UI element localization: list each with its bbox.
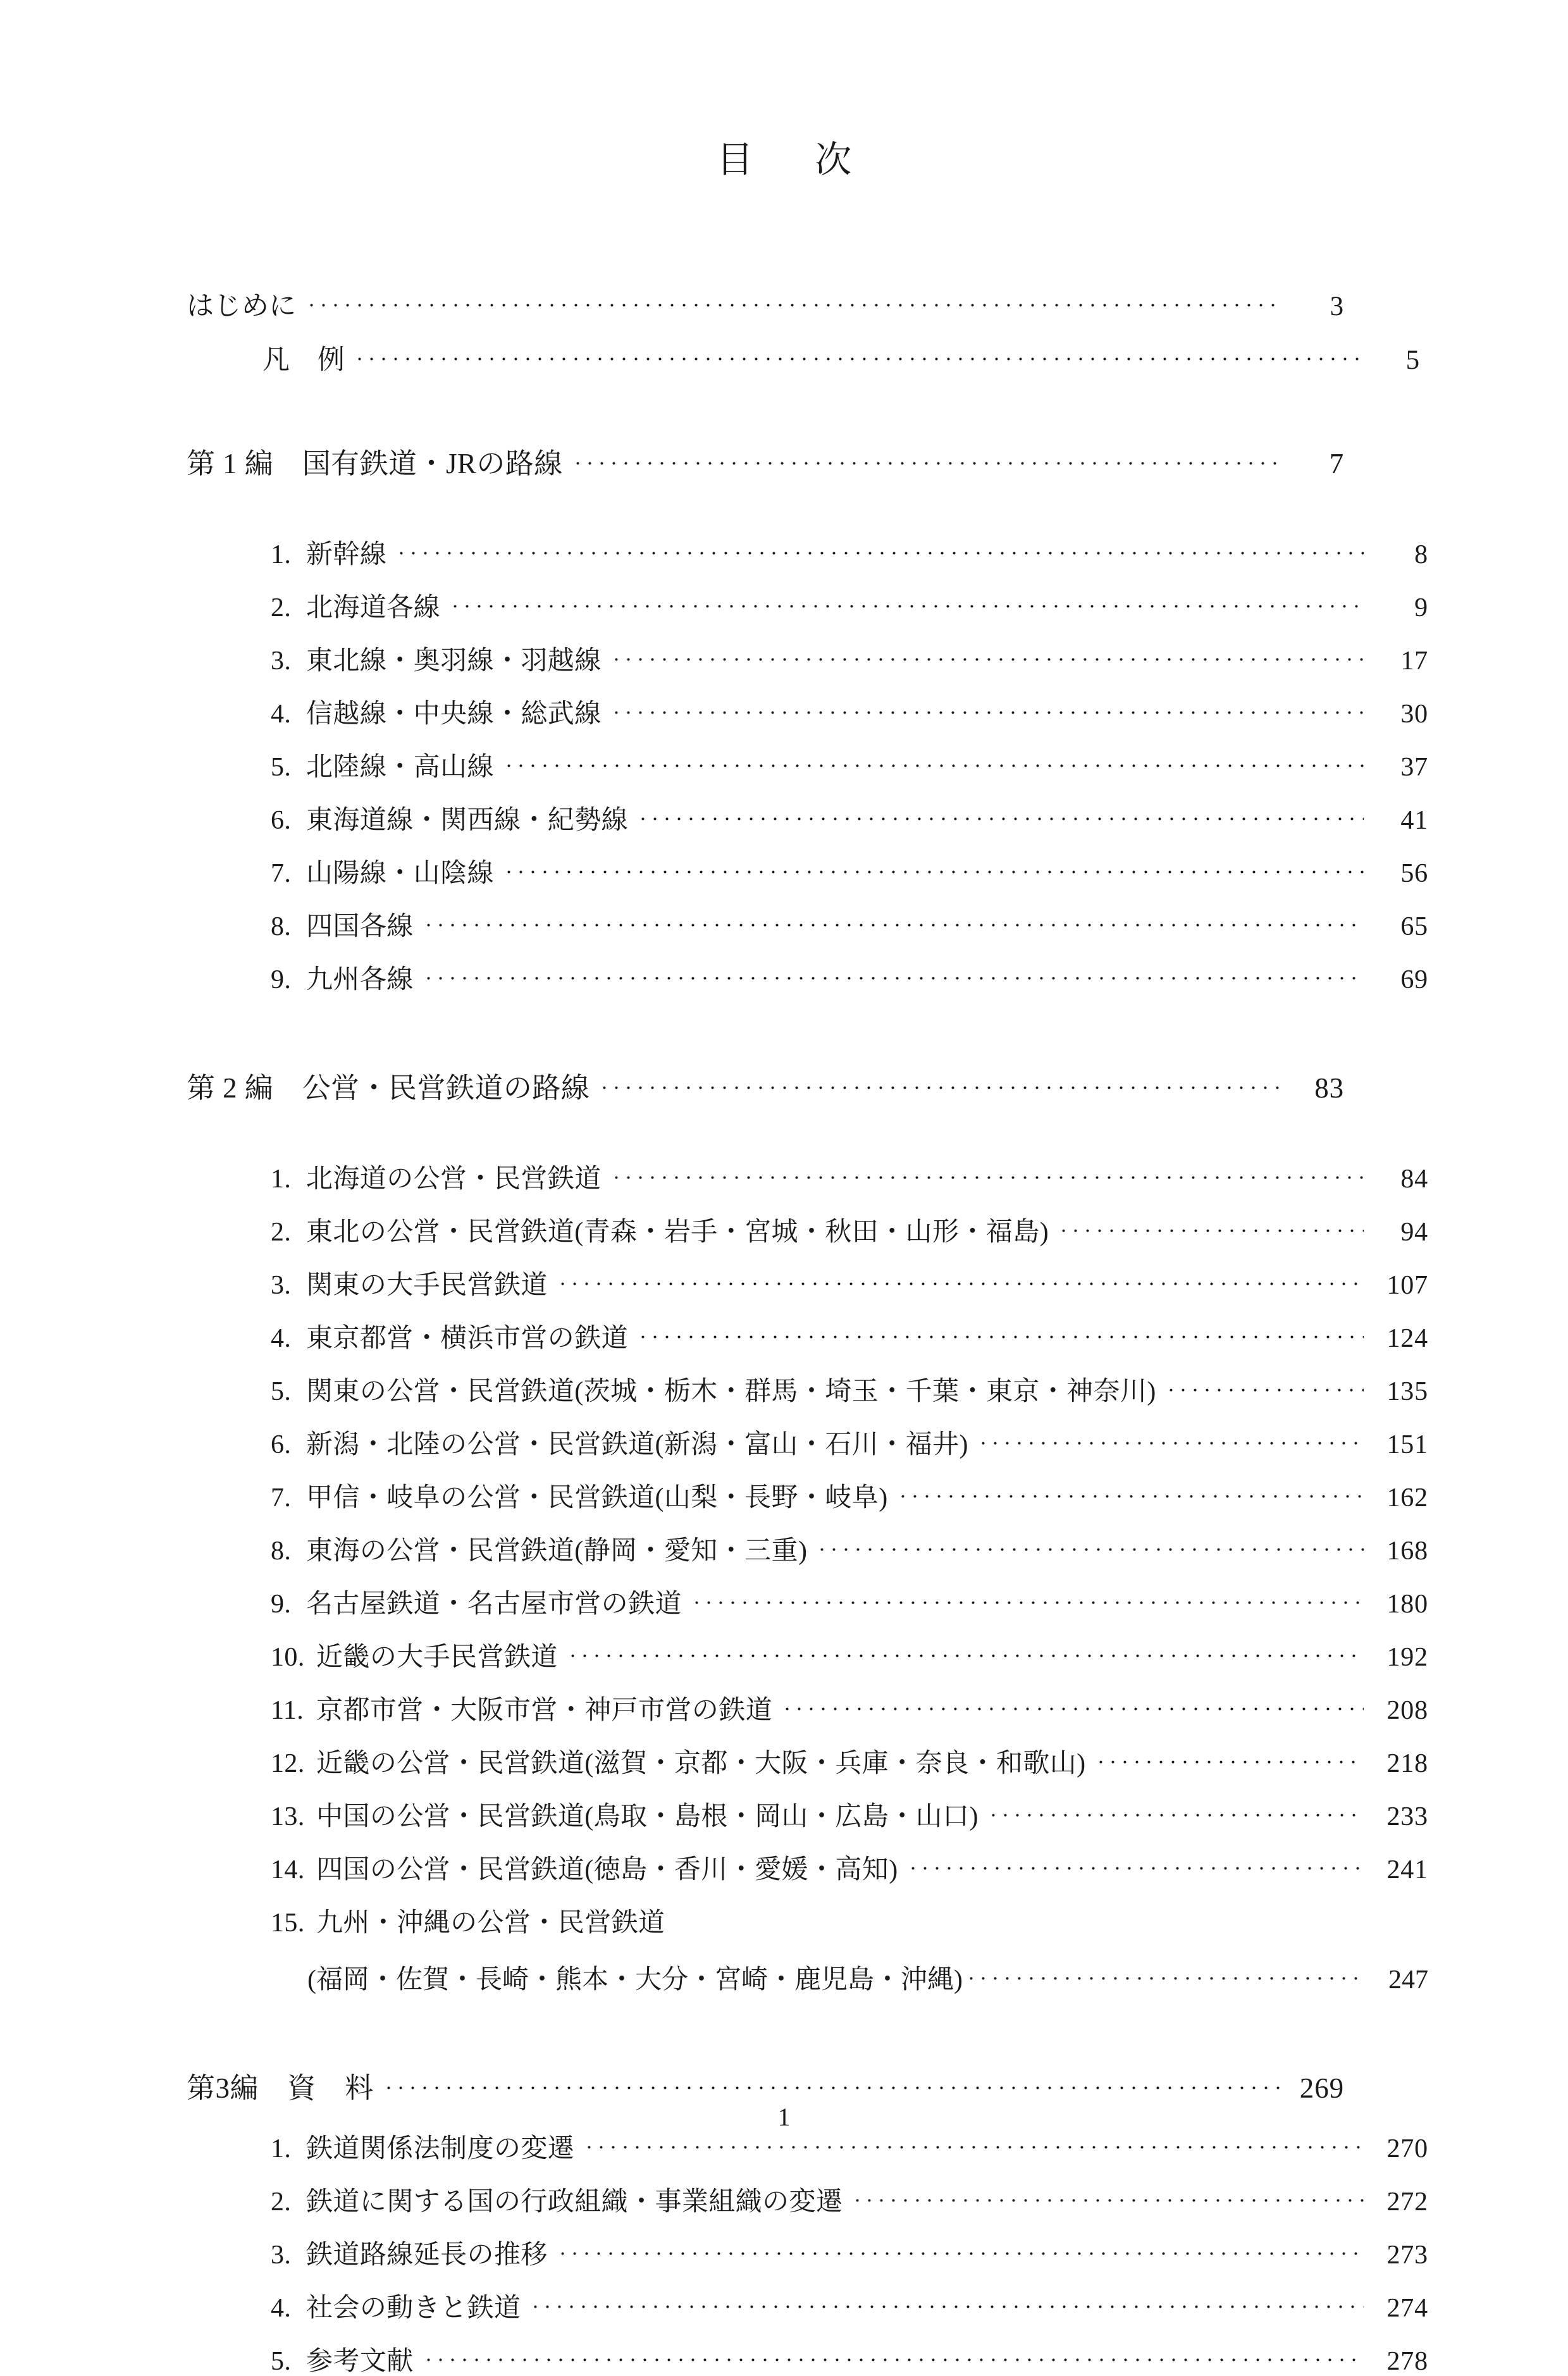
toc-item-text: 北海道の公営・民営鉄道 — [306, 1165, 602, 1194]
toc-item-1-8[interactable] — [271, 908, 1428, 940]
dot-leader-icon — [907, 1852, 1364, 1878]
dot-leader-spacer — [674, 1905, 1364, 1931]
toc-item-text: 東海の公営・民営鉄道(静岡・愛知・三重) — [306, 1537, 808, 1566]
folio-page-number: 1 — [777, 2103, 791, 2131]
dot-leader-icon — [781, 1692, 1364, 1719]
toc-item-page: 41 — [1400, 806, 1428, 835]
toc-item-text: 四国各線 — [306, 912, 414, 941]
toc-item-page: 37 — [1400, 753, 1428, 782]
toc-item-label — [271, 1644, 558, 1671]
toc-item-label — [271, 1325, 628, 1352]
toc-item-label — [271, 913, 414, 940]
toc-item-label — [271, 2295, 521, 2322]
toc-item-text: 四国の公営・民営鉄道(徳島・香川・愛媛・高知) — [316, 1855, 898, 1884]
toc-item-page: 94 — [1400, 1218, 1428, 1247]
toc-item-page: 233 — [1386, 1802, 1428, 1831]
dot-leader-icon — [691, 1586, 1364, 1612]
page-title: 目 次 — [716, 139, 864, 180]
toc-item-number: 6. — [271, 806, 292, 835]
toc-part-page: 83 — [1314, 1072, 1344, 1104]
toc-item-2-13[interactable] — [271, 1798, 1428, 1830]
toc-item-number: 1. — [271, 2134, 292, 2163]
toc-part-page: 269 — [1299, 2072, 1344, 2104]
toc-item-1-3[interactable] — [271, 643, 1428, 674]
toc-item-number: 2. — [271, 2187, 292, 2217]
toc-item-label — [271, 807, 628, 834]
toc-part-page: 7 — [1329, 448, 1344, 480]
dot-leader-icon — [306, 288, 1283, 315]
toc-part-label: 第3編 資 料 — [187, 2072, 374, 2104]
toc-item-text: 関東の公営・民営鉄道(茨城・栃木・群馬・埼玉・千葉・東京・神奈川) — [306, 1377, 1156, 1406]
dot-leader-icon — [557, 2237, 1364, 2263]
toc-item-page: 135 — [1386, 1377, 1428, 1406]
dot-leader-icon — [598, 1069, 1280, 1098]
toc-item-2-6[interactable] — [271, 1426, 1428, 1458]
toc-part-heading-2[interactable] — [187, 1069, 1344, 1103]
dot-leader-icon — [503, 855, 1364, 882]
toc-item-number: 2. — [271, 593, 292, 622]
toc-item-number: 10. — [271, 1643, 305, 1672]
toc-item-2-12[interactable] — [271, 1745, 1428, 1777]
toc-item-text: 北陸線・高山線 — [306, 753, 494, 782]
dot-leader-icon — [987, 1798, 1364, 1825]
toc-item-label — [271, 1272, 548, 1299]
toc-item-number: 3. — [271, 1271, 292, 1300]
toc-item-3-4[interactable] — [271, 2290, 1428, 2322]
toc-item-1-6[interactable] — [271, 802, 1428, 834]
toc-item-label — [271, 1219, 1049, 1246]
dot-leader-icon — [637, 1320, 1364, 1347]
toc-item-label — [271, 1804, 978, 1830]
toc-item-number: 1. — [271, 1165, 292, 1194]
dot-leader-icon — [851, 2184, 1364, 2210]
toc-item-page: 241 — [1386, 1855, 1428, 1884]
toc-item-label — [271, 541, 386, 568]
toc-item-page: 168 — [1386, 1537, 1428, 1566]
toc-item-label — [271, 860, 494, 887]
toc-entry-label: 凡 例 — [262, 345, 345, 375]
toc-item-label — [271, 1857, 898, 1883]
toc-item-number: 6. — [271, 1430, 292, 1459]
toc-item-page: 273 — [1386, 2241, 1428, 2270]
toc-item-number: 4. — [271, 2294, 292, 2323]
toc-item-2-9[interactable] — [271, 1586, 1428, 1618]
dot-leader-icon — [572, 445, 1280, 473]
dot-leader-icon — [423, 2343, 1364, 2370]
toc-item-3-3[interactable] — [271, 2237, 1428, 2268]
toc-item-label — [271, 1378, 1156, 1405]
toc-item-page: 69 — [1400, 965, 1428, 994]
toc-item-2-14[interactable] — [271, 1852, 1428, 1883]
toc-item-text: 鉄道路線延長の推移 — [306, 2241, 548, 2270]
toc-item-page: 30 — [1400, 700, 1428, 729]
toc-item-text: 東海道線・関西線・紀勢線 — [306, 806, 629, 835]
toc-item-number: 5. — [271, 1377, 292, 1406]
toc-item-page: 270 — [1386, 2134, 1428, 2163]
dot-leader-icon — [977, 1426, 1364, 1453]
toc-item-number: 3. — [271, 647, 292, 676]
toc-item-label — [271, 2242, 548, 2268]
toc-item-label — [271, 1485, 888, 1511]
toc-part-heading-3[interactable] — [187, 2069, 1344, 2103]
dot-leader-icon — [423, 908, 1364, 935]
toc-part-label: 第 1 編 国有鉄道・JRの路線 — [187, 448, 563, 480]
toc-item-page: 65 — [1400, 912, 1428, 941]
dot-leader-icon — [449, 590, 1364, 616]
dot-leader-icon — [423, 962, 1364, 988]
toc-item-label — [271, 701, 602, 727]
toc-item-text: 近畿の公営・民営鉄道(滋賀・京都・大阪・兵庫・奈良・和歌山) — [316, 1749, 1086, 1778]
toc-item-number: 8. — [271, 912, 292, 941]
toc-item-text: 参考文献 — [306, 2347, 414, 2376]
toc-item-page: 8 — [1414, 540, 1428, 569]
toc-item-page: 124 — [1386, 1324, 1428, 1353]
toc-item-page: 192 — [1386, 1643, 1428, 1672]
dot-leader-icon — [383, 2069, 1280, 2098]
toc-item-text: 東北線・奥羽線・羽越線 — [306, 647, 602, 676]
toc-item-text: 東京都営・横浜市営の鉄道 — [306, 1324, 629, 1353]
dot-leader-icon — [529, 2290, 1364, 2317]
toc-entry-hanrei[interactable] — [262, 342, 1420, 374]
toc-item-number: 4. — [271, 1324, 292, 1353]
dot-leader-icon — [557, 1267, 1364, 1294]
toc-item-text: 鉄道に関する国の行政組織・事業組織の変遷 — [306, 2187, 843, 2217]
toc-item-text: 新潟・北陸の公営・民営鉄道(新潟・富山・石川・福井) — [306, 1430, 968, 1459]
toc-item-text: 鉄道関係法制度の変遷 — [306, 2134, 575, 2163]
toc-item-number: 1. — [271, 540, 292, 569]
toc-item-1-1[interactable] — [271, 536, 1428, 568]
toc-item-label — [271, 1538, 807, 1564]
toc-item-text: 甲信・岐阜の公営・民営鉄道(山梨・長野・岐阜) — [306, 1483, 888, 1513]
toc-item-page: 218 — [1386, 1749, 1428, 1778]
toc-item-label — [271, 595, 440, 621]
dot-leader-icon — [610, 696, 1364, 722]
toc-item-number: 15. — [271, 1909, 305, 1938]
toc-entry-hajimeni[interactable] — [187, 288, 1344, 320]
toc-item-text: 名古屋鉄道・名古屋市営の鉄道 — [306, 1590, 682, 1619]
toc-item-text: 東北の公営・民営鉄道(青森・岩手・宮城・秋田・山形・福島) — [306, 1218, 1049, 1247]
toc-item-2-10[interactable] — [271, 1639, 1428, 1671]
toc-item-text: 新幹線 — [306, 540, 387, 569]
toc-item-2-15-continuation[interactable] — [271, 1962, 1428, 1993]
toc-item-3-1[interactable] — [271, 2131, 1428, 2162]
toc-item-1-2[interactable] — [271, 590, 1428, 621]
dot-leader-icon — [583, 2131, 1364, 2157]
toc-item-page: 151 — [1386, 1430, 1428, 1459]
toc-item-number: 4. — [271, 700, 292, 729]
toc-item-label — [271, 1166, 602, 1192]
toc-item-3-5[interactable] — [271, 2343, 1428, 2375]
toc-item-text: 九州各線 — [306, 965, 414, 994]
toc-item-label — [271, 2348, 414, 2375]
toc-item-page: 208 — [1386, 1696, 1428, 1725]
toc-item-1-5[interactable] — [271, 749, 1428, 781]
toc-item-page: 17 — [1400, 647, 1428, 676]
toc-entry-page: 5 — [1405, 345, 1420, 375]
toc-item-page: 180 — [1386, 1590, 1428, 1619]
toc-item-text: 中国の公営・民営鉄道(鳥取・島根・岡山・広島・山口) — [316, 1802, 978, 1831]
toc-item-number: 13. — [271, 1802, 305, 1831]
toc-item-number: 9. — [271, 1590, 292, 1619]
toc-item-label — [271, 1750, 1086, 1777]
toc-item-label — [271, 2189, 843, 2215]
dot-leader-icon — [567, 1639, 1364, 1666]
toc-part-label: 第 2 編 公営・民営鉄道の路線 — [187, 1072, 590, 1104]
toc-item-text: 北海道各線 — [306, 593, 441, 622]
toc-item-text: 山陽線・山陰線 — [306, 859, 494, 888]
toc-item-page: 278 — [1386, 2347, 1428, 2376]
toc-item-number: 11. — [271, 1696, 304, 1725]
dot-leader-icon — [1165, 1373, 1364, 1400]
toc-item-page: 9 — [1414, 593, 1428, 622]
dot-leader-icon — [610, 1161, 1364, 1187]
toc-item-1-7[interactable] — [271, 855, 1428, 887]
toc-item-text: 社会の動きと鉄道 — [306, 2294, 521, 2323]
dot-leader-icon — [1058, 1214, 1364, 1241]
toc-item-text: 信越線・中央線・総武線 — [306, 700, 602, 729]
toc-item-page: 162 — [1386, 1483, 1428, 1513]
toc-item-label — [271, 967, 414, 993]
toc-item-continuation-text: (福岡・佐賀・長崎・熊本・大分・宮崎・鹿児島・沖縄) — [307, 1965, 963, 1995]
dot-leader-icon — [1095, 1745, 1364, 1772]
toc-item-page: 272 — [1386, 2187, 1428, 2217]
toc-item-text: 近畿の大手民営鉄道 — [316, 1643, 558, 1672]
dot-leader-icon — [965, 1962, 1364, 1988]
toc-entry-page: 3 — [1330, 292, 1344, 321]
dot-leader-icon — [897, 1480, 1364, 1506]
toc-item-2-4[interactable] — [271, 1320, 1428, 1352]
toc-item-label — [271, 648, 602, 674]
toc-item-2-11[interactable] — [271, 1692, 1428, 1724]
toc-item-page: 247 — [1388, 1965, 1428, 1995]
dot-leader-icon — [395, 536, 1364, 563]
toc-item-text: 京都市営・大阪市営・神戸市営の鉄道 — [316, 1696, 773, 1725]
toc-item-number: 8. — [271, 1537, 292, 1566]
dot-leader-icon — [816, 1533, 1364, 1559]
dot-leader-icon — [610, 643, 1364, 669]
toc-item-label — [271, 754, 494, 781]
toc-item-text: 関東の大手民営鉄道 — [306, 1271, 548, 1300]
toc-item-number: 7. — [271, 859, 292, 888]
toc-item-label — [271, 1591, 682, 1618]
toc-item-2-5[interactable] — [271, 1373, 1428, 1405]
toc-item-label — [271, 1697, 772, 1724]
toc-item-text: 九州・沖縄の公営・民営鉄道 — [316, 1909, 665, 1938]
toc-item-number: 5. — [271, 753, 292, 782]
toc-item-2-15[interactable] — [271, 1905, 1428, 1936]
dot-leader-icon — [354, 342, 1359, 369]
toc-item-number: 2. — [271, 1218, 292, 1247]
toc-entry-list — [187, 288, 1428, 2376]
toc-item-number: 3. — [271, 2241, 292, 2270]
toc-item-number: 9. — [271, 965, 292, 994]
toc-item-number: 7. — [271, 1483, 292, 1513]
dot-leader-icon — [637, 802, 1364, 829]
toc-item-2-8[interactable] — [271, 1533, 1428, 1564]
toc-item-number: 12. — [271, 1749, 305, 1778]
toc-item-1-9[interactable] — [271, 962, 1428, 993]
toc-item-page: 274 — [1386, 2294, 1428, 2323]
toc-entry-label: はじめに — [187, 292, 297, 321]
toc-item-3-2[interactable] — [271, 2184, 1428, 2215]
toc-item-label — [271, 2136, 574, 2162]
toc-item-label — [271, 1432, 968, 1458]
toc-item-number: 5. — [271, 2347, 292, 2376]
toc-item-2-1[interactable] — [271, 1161, 1428, 1192]
toc-item-label — [271, 1910, 665, 1936]
toc-part-heading-1[interactable] — [187, 445, 1344, 478]
dot-leader-icon — [503, 749, 1364, 776]
toc-item-2-2[interactable] — [271, 1214, 1428, 1246]
toc-item-number: 14. — [271, 1855, 305, 1884]
toc-item-1-4[interactable] — [271, 696, 1428, 727]
toc-item-page: 84 — [1400, 1165, 1428, 1194]
toc-item-2-7[interactable] — [271, 1480, 1428, 1511]
toc-item-page: 56 — [1400, 859, 1428, 888]
toc-item-2-3[interactable] — [271, 1267, 1428, 1299]
toc-item-page: 107 — [1386, 1271, 1428, 1300]
